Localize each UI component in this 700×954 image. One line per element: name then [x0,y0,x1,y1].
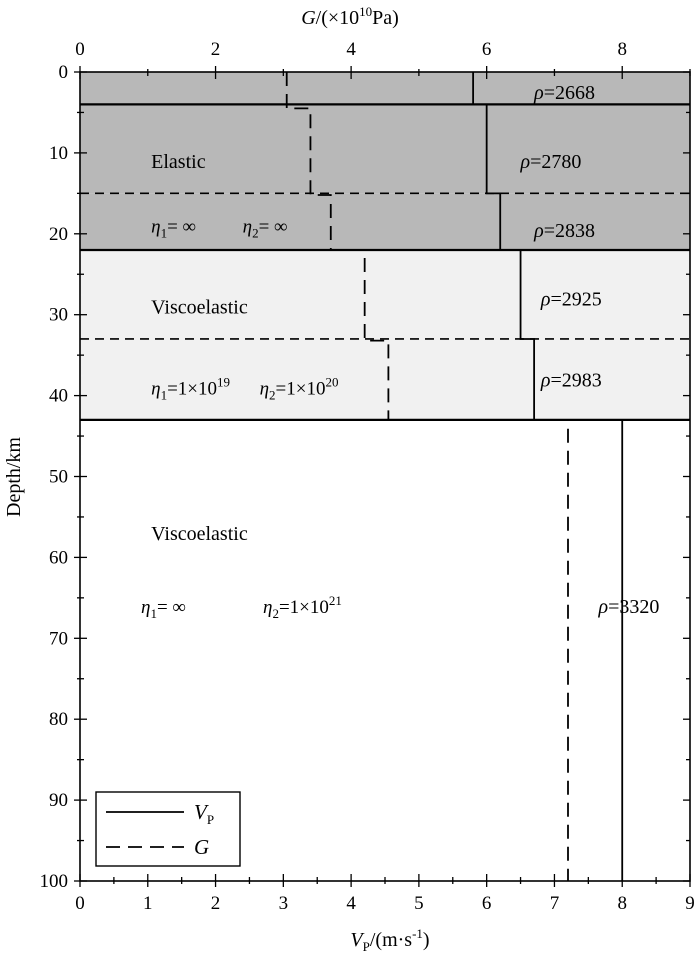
legend-label: G [194,835,210,859]
bottom-tick-label: 5 [414,893,424,914]
bottom-tick-label: 0 [75,893,85,914]
y-tick-label: 20 [49,223,68,245]
top-tick-label: 2 [210,39,221,60]
y-axis-title: Depth/km [3,437,25,517]
y-tick-label: 50 [49,466,68,488]
density-label: ρ=2780 [520,150,582,173]
y-tick-label: 70 [49,628,68,650]
top-tick-label: 6 [481,39,492,60]
y-tick-label: 80 [49,709,68,731]
legend [96,792,240,866]
layer-label: Viscoelastic [151,523,248,546]
density-label: ρ=3320 [598,595,660,618]
bottom-tick-label: 4 [346,893,356,914]
bottom-tick-label: 1 [143,893,153,914]
top-tick-label: 4 [346,39,356,60]
top-tick-label: 0 [75,39,85,60]
y-tick-label: 0 [58,62,68,83]
density-label: ρ=2838 [534,219,596,242]
density-label: ρ=2925 [540,288,602,311]
y-tick-label: 60 [49,547,68,569]
bottom-tick-label: 8 [617,893,627,914]
viscosity-label: $\eta_2=1\times 10^{21}$ [263,592,342,621]
bottom-tick-label: 9 [685,893,695,914]
density-label: ρ=2983 [540,369,602,392]
bottom-tick-label: 3 [278,893,289,914]
viscosity-label: $\eta_2=$ ∞ [242,216,288,241]
bottom-tick-label: 2 [210,893,221,914]
y-tick-label: 10 [49,142,68,164]
viscosity-label: $\eta_2=1\times 10^{20}$ [259,374,339,403]
viscosity-label: $\eta_1=$ ∞ [151,216,197,241]
legend-label: $V_P$ [194,800,215,827]
top-axis-title: $G/(\times 10^{10}Pa)$ [301,4,399,29]
legend-box [96,792,240,866]
y-tick-label: 30 [49,304,68,326]
top-tick-label: 8 [617,39,627,60]
layer-label: Elastic [151,150,206,173]
viscosity-label: $\eta_1=1\times 10^{19}$ [151,374,231,403]
layer-label: Viscoelastic [151,296,248,319]
bottom-axis-title: $V_P/(m\cdot s^{-1})$ [350,926,430,954]
density-label: ρ=2668 [534,82,596,105]
bottom-tick-label: 7 [549,893,560,914]
viscosity-label: $\eta_1=$ ∞ [141,596,186,621]
y-tick-label: 90 [49,790,68,812]
y-tick-label: 100 [39,871,68,892]
layer-fill-0 [80,72,690,104]
layer-fill-1 [80,104,690,193]
y-tick-label: 40 [49,385,68,407]
bottom-tick-label: 6 [481,893,492,914]
